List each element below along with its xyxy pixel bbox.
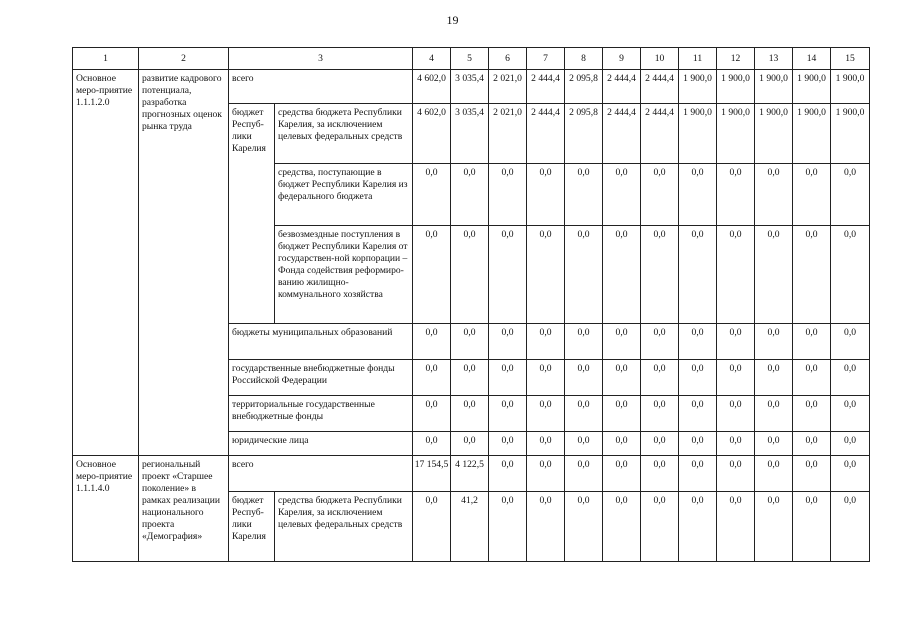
value-cell: 0,0: [755, 324, 793, 360]
value-cell: 0,0: [641, 492, 679, 562]
value-cell: 0,0: [717, 492, 755, 562]
budget-label-cell: бюджет Респуб-лики Карелия: [229, 104, 275, 324]
value-cell: 0,0: [603, 396, 641, 432]
value-cell: 0,0: [451, 226, 489, 324]
value-cell: 3 035,4: [451, 104, 489, 164]
header-cell: 8: [565, 48, 603, 70]
table-row: [73, 456, 870, 492]
funding-source-cell: государственные внебюджетные фонды Российской Федерации: [229, 360, 413, 396]
value-cell: 0,0: [565, 432, 603, 456]
value-cell: 0,0: [489, 164, 527, 226]
value-cell: 0,0: [831, 324, 870, 360]
value-cell: 0,0: [679, 360, 717, 396]
activity-code-cell: Основное меро-приятие 1.1.1.4.0: [73, 456, 139, 562]
header-cell: 7: [527, 48, 565, 70]
funding-source-cell: средства бюджета Республики Карелия, за исключением целевых федеральных средств: [275, 104, 413, 164]
value-cell: 0,0: [489, 324, 527, 360]
value-cell: 0,0: [793, 396, 831, 432]
value-cell: 0,0: [565, 456, 603, 492]
value-cell: 0,0: [603, 226, 641, 324]
value-cell: 0,0: [603, 360, 641, 396]
value-cell: 0,0: [603, 164, 641, 226]
activity-name-cell: региональный проект «Старшее поколение» в рамках реализации национального проекта «Демография»: [139, 456, 229, 562]
activity-code-cell: Основное меро-приятие 1.1.1.2.0: [73, 70, 139, 456]
value-cell: 0,0: [413, 396, 451, 432]
value-cell: 0,0: [565, 360, 603, 396]
header-cell: 1: [73, 48, 139, 70]
header-cell: 14: [793, 48, 831, 70]
value-cell: 0,0: [527, 396, 565, 432]
value-cell: 0,0: [755, 396, 793, 432]
value-cell: 0,0: [793, 432, 831, 456]
header-cell: 6: [489, 48, 527, 70]
value-cell: 2 444,4: [641, 70, 679, 104]
value-cell: 0,0: [793, 492, 831, 562]
value-cell: 0,0: [603, 432, 641, 456]
value-cell: 0,0: [793, 324, 831, 360]
value-cell: 0,0: [755, 226, 793, 324]
value-cell: 0,0: [527, 324, 565, 360]
funding-source-cell: всего: [229, 456, 413, 492]
funding-source-cell: территориальные государственные внебюджетные фонды: [229, 396, 413, 432]
header-cell: 5: [451, 48, 489, 70]
funding-source-cell: безвозмездные поступления в бюджет Республики Карелия от государствен-ной корпорации – Фонда содействия реформиро-ванию жилищно-коммунального хозяйства: [275, 226, 413, 324]
value-cell: 0,0: [679, 324, 717, 360]
value-cell: 0,0: [717, 324, 755, 360]
value-cell: 0,0: [831, 432, 870, 456]
value-cell: 0,0: [527, 432, 565, 456]
value-cell: 0,0: [641, 396, 679, 432]
value-cell: 0,0: [641, 164, 679, 226]
value-cell: 2 444,4: [603, 70, 641, 104]
value-cell: 0,0: [793, 360, 831, 396]
value-cell: 1 900,0: [755, 70, 793, 104]
value-cell: 0,0: [489, 456, 527, 492]
value-cell: 0,0: [679, 456, 717, 492]
value-cell: 2 444,4: [527, 70, 565, 104]
activity-name-cell: развитие кадрового потенциала, разработка прогнозных оценок рынка труда: [139, 70, 229, 456]
header-cell: 9: [603, 48, 641, 70]
value-cell: 2 095,8: [565, 70, 603, 104]
value-cell: 0,0: [603, 492, 641, 562]
value-cell: 0,0: [489, 492, 527, 562]
value-cell: 0,0: [413, 492, 451, 562]
value-cell: 0,0: [527, 226, 565, 324]
value-cell: 0,0: [679, 432, 717, 456]
value-cell: 0,0: [641, 226, 679, 324]
value-cell: 0,0: [755, 360, 793, 396]
value-cell: 0,0: [641, 360, 679, 396]
value-cell: 0,0: [565, 324, 603, 360]
value-cell: 0,0: [527, 492, 565, 562]
funding-source-cell: всего: [229, 70, 413, 104]
header-cell: 13: [755, 48, 793, 70]
header-cell: 2: [139, 48, 229, 70]
value-cell: 0,0: [793, 226, 831, 324]
value-cell: 0,0: [717, 456, 755, 492]
value-cell: 0,0: [717, 164, 755, 226]
value-cell: 2 021,0: [489, 104, 527, 164]
value-cell: 0,0: [451, 324, 489, 360]
value-cell: 2 444,4: [527, 104, 565, 164]
funding-source-cell: бюджеты муниципальных образований: [229, 324, 413, 360]
value-cell: 0,0: [641, 324, 679, 360]
value-cell: 0,0: [679, 164, 717, 226]
value-cell: 0,0: [831, 492, 870, 562]
value-cell: 0,0: [413, 432, 451, 456]
value-cell: 0,0: [641, 456, 679, 492]
value-cell: 0,0: [755, 164, 793, 226]
value-cell: 2 095,8: [565, 104, 603, 164]
value-cell: 0,0: [755, 492, 793, 562]
value-cell: 0,0: [451, 396, 489, 432]
header-row: [73, 48, 870, 70]
header-cell: 11: [679, 48, 717, 70]
value-cell: 0,0: [451, 360, 489, 396]
header-cell: 4: [413, 48, 451, 70]
value-cell: 2 021,0: [489, 70, 527, 104]
value-cell: 0,0: [565, 492, 603, 562]
financing-table: [72, 47, 870, 562]
value-cell: 2 444,4: [603, 104, 641, 164]
value-cell: 0,0: [603, 324, 641, 360]
funding-source-cell: средства, поступающие в бюджет Республики Карелия из федерального бюджета: [275, 164, 413, 226]
value-cell: 0,0: [603, 456, 641, 492]
header-cell: 10: [641, 48, 679, 70]
value-cell: 0,0: [489, 360, 527, 396]
value-cell: 0,0: [831, 164, 870, 226]
value-cell: 0,0: [565, 396, 603, 432]
value-cell: 1 900,0: [793, 104, 831, 164]
value-cell: 2 444,4: [641, 104, 679, 164]
value-cell: 0,0: [565, 226, 603, 324]
value-cell: 0,0: [527, 456, 565, 492]
header-cell: 15: [831, 48, 870, 70]
header-cell: 12: [717, 48, 755, 70]
value-cell: 4 122,5: [451, 456, 489, 492]
value-cell: 0,0: [793, 456, 831, 492]
value-cell: 0,0: [717, 432, 755, 456]
value-cell: 0,0: [413, 226, 451, 324]
value-cell: 0,0: [831, 396, 870, 432]
value-cell: 1 900,0: [793, 70, 831, 104]
value-cell: 1 900,0: [831, 104, 870, 164]
budget-label-cell: бюджет Респуб-лики Карелия: [229, 492, 275, 562]
value-cell: 0,0: [413, 324, 451, 360]
header-cell: 3: [229, 48, 413, 70]
page-number: 19: [446, 13, 459, 27]
value-cell: 0,0: [831, 360, 870, 396]
funding-source-cell: средства бюджета Республики Карелия, за исключением целевых федеральных средств: [275, 492, 413, 562]
value-cell: 41,2: [451, 492, 489, 562]
value-cell: 0,0: [679, 396, 717, 432]
value-cell: 0,0: [489, 432, 527, 456]
value-cell: 0,0: [527, 360, 565, 396]
value-cell: 1 900,0: [717, 70, 755, 104]
value-cell: 0,0: [451, 432, 489, 456]
value-cell: 1 900,0: [755, 104, 793, 164]
value-cell: 1 900,0: [717, 104, 755, 164]
value-cell: 1 900,0: [679, 104, 717, 164]
value-cell: 0,0: [831, 226, 870, 324]
value-cell: 0,0: [793, 164, 831, 226]
value-cell: 0,0: [641, 432, 679, 456]
value-cell: 4 602,0: [413, 70, 451, 104]
table-body: [73, 48, 870, 562]
funding-source-cell: юридические лица: [229, 432, 413, 456]
value-cell: 0,0: [489, 226, 527, 324]
value-cell: 3 035,4: [451, 70, 489, 104]
value-cell: 0,0: [489, 396, 527, 432]
value-cell: 0,0: [451, 164, 489, 226]
value-cell: 0,0: [717, 226, 755, 324]
value-cell: 0,0: [831, 456, 870, 492]
value-cell: 0,0: [755, 432, 793, 456]
value-cell: 0,0: [717, 396, 755, 432]
value-cell: 0,0: [717, 360, 755, 396]
value-cell: 1 900,0: [679, 70, 717, 104]
value-cell: 0,0: [755, 456, 793, 492]
value-cell: 1 900,0: [831, 70, 870, 104]
value-cell: 0,0: [527, 164, 565, 226]
value-cell: 0,0: [679, 492, 717, 562]
value-cell: 17 154,5: [413, 456, 451, 492]
value-cell: 4 602,0: [413, 104, 451, 164]
value-cell: 0,0: [679, 226, 717, 324]
table-row: [73, 70, 870, 104]
value-cell: 0,0: [413, 164, 451, 226]
value-cell: 0,0: [413, 360, 451, 396]
value-cell: 0,0: [565, 164, 603, 226]
